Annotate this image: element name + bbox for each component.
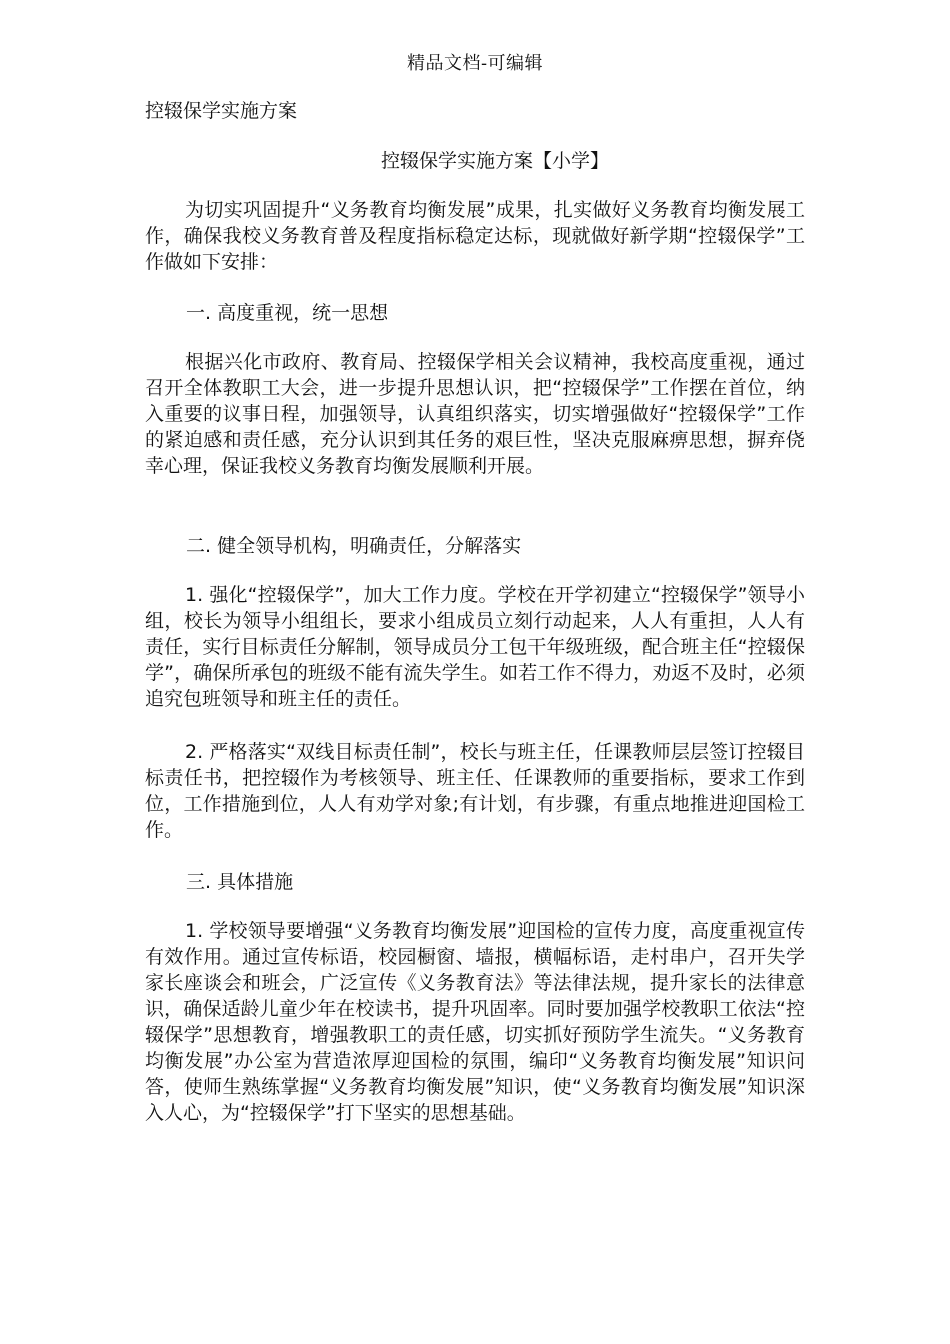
page-header: 精品文档-可编辑 bbox=[406, 53, 544, 74]
section2-item1-paragraph: 1. 强化“控辍保学”，加大工作力度。学校在开学初建立“控辍保学”领导小组，校长为领导小组组长，要求小组成员立刻行动起来，人人有重担，人人有责任，实行目标责任分解制，领导成员分工包干年级班级，配合班主任“控辍保学”，确保所承包的班级不能有流失学生。如若工作不得力，劝返不及时，必须追究包班领导和班主任的责任。 bbox=[145, 584, 805, 710]
intro-paragraph: 为切实巩固提升“义务教育均衡发展”成果，扎实做好义务教育均衡发展工作，确保我校义务教育普及程度指标稳定达标，现就做好新学期“控辍保学”工作做如下安排： bbox=[145, 199, 805, 273]
section1-heading: 一. 高度重视，统一思想 bbox=[186, 302, 389, 324]
section3-item1-paragraph: 1. 学校领导要增强“义务教育均衡发展”迎国检的宣传力度，高度重视宣传有效作用。通过宣传标语，校园橱窗、墙报，横幅标语，走村串户，召开失学家长座谈会和班会，广泛宣传《义务教育法》等法律法规，提升家长的法律意识，确保适龄儿童少年在校读书，提升巩固率。同时要加强学校教职工依法“控辍保学”思想教育，增强教职工的责任感，切实抓好预防学生流失。“义务教育均衡发展”办公室为营造浓厚迎国检的氛围，编印“义务教育均衡发展”知识问答，使师生熟练掌握“义务教育均衡发展”知识，使“义务教育均衡发展”知识深入人心，为“控辍保学”打下坚实的思想基础。 bbox=[145, 920, 805, 1124]
document-subtitle: 控辍保学实施方案【小学】 bbox=[380, 150, 609, 172]
section3-heading: 三. 具体措施 bbox=[186, 871, 294, 893]
section2-heading: 二. 健全领导机构，明确责任，分解落实 bbox=[186, 535, 522, 557]
section1-paragraph: 根据兴化市政府、教育局、控辍保学相关会议精神，我校高度重视，通过召开全体教职工大会，进一步提升思想认识，把“控辍保学”工作摆在首位，纳入重要的议事日程，加强领导，认真组织落实，切实增强做好“控辍保学”工作的紧迫感和责任感，充分认识到其任务的艰巨性，坚决克服麻痹思想，摒弃侥幸心理，保证我校义务教育均衡发展顺利开展。 bbox=[145, 351, 805, 477]
section2-item2-paragraph: 2. 严格落实“双线目标责任制”，校长与班主任，任课教师层层签订控辍目标责任书，把控辍作为考核领导、班主任、任课教师的重要指标，要求工作到位，工作措施到位，人人有劝学对象;有计划，有步骤，有重点地推进迎国检工作。 bbox=[145, 741, 805, 841]
document-title: 控辍保学实施方案 bbox=[145, 100, 298, 122]
